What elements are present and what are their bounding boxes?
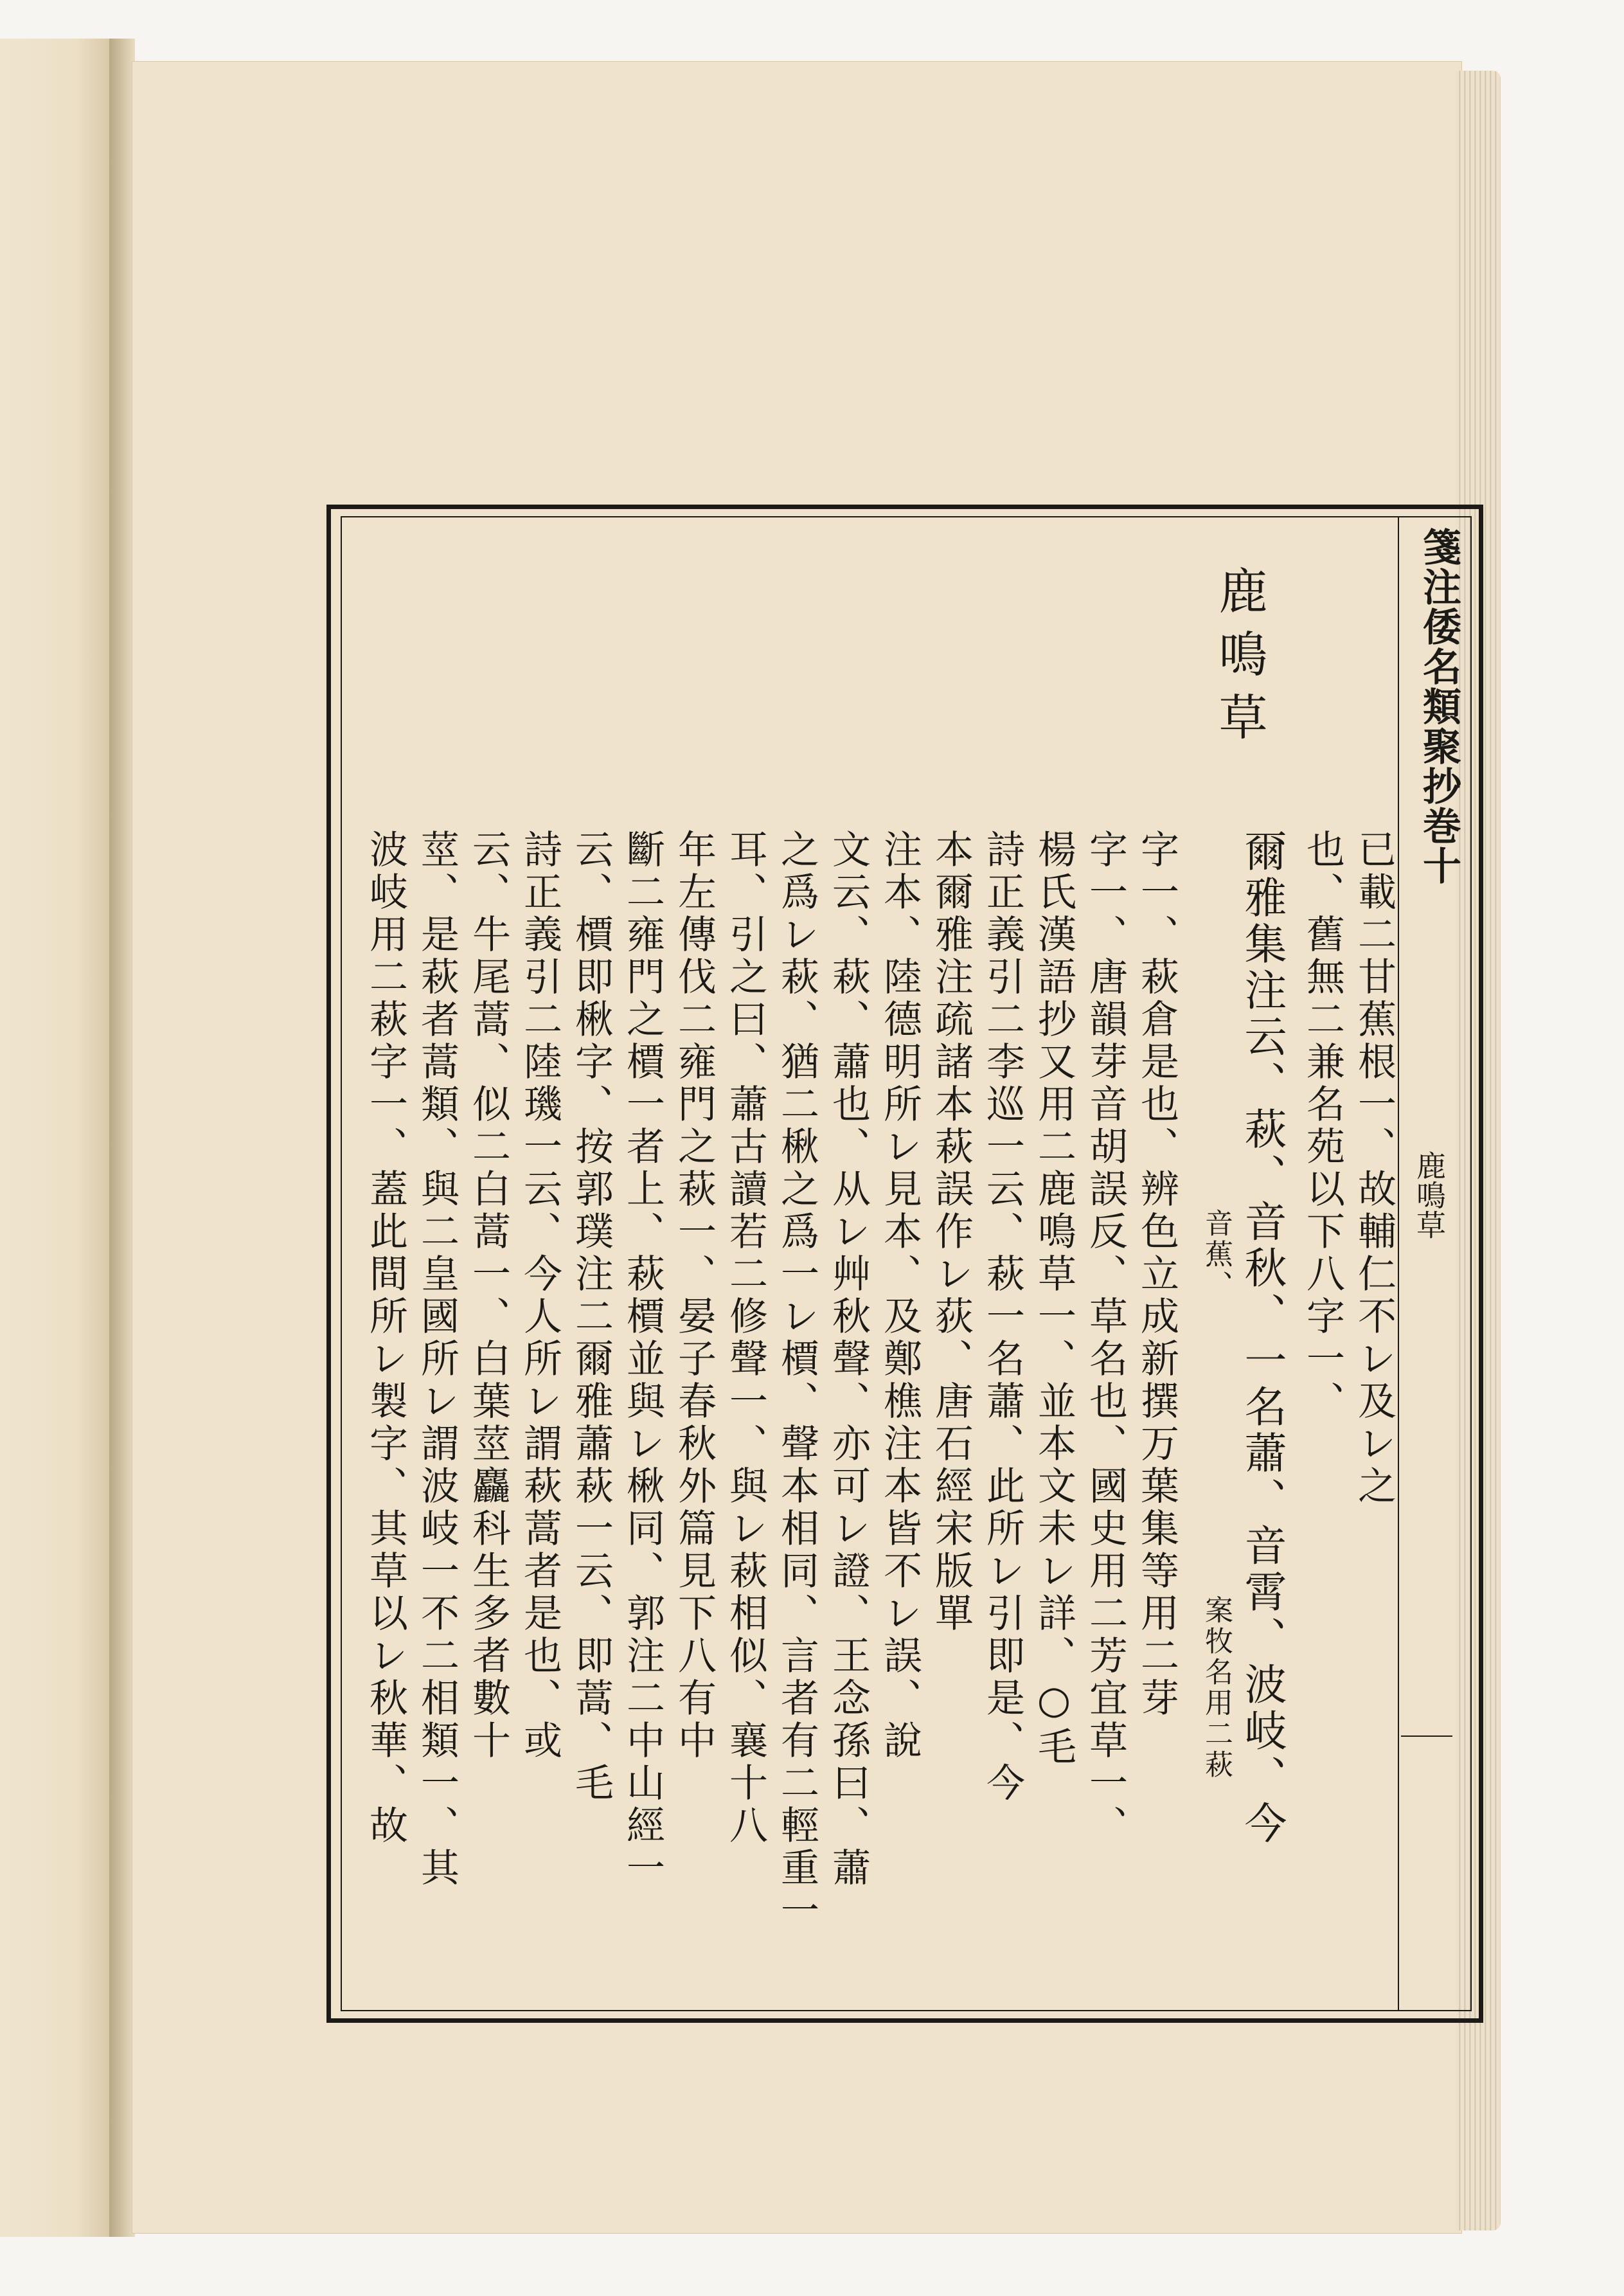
entry-title: 鹿鳴草 — [1211, 566, 1268, 755]
margin-tick-rule — [1401, 1735, 1452, 1737]
text-column: 詩正義引二李巡一云、萩一名蕭、此所レ引即是、今 — [980, 829, 1025, 1805]
margin-volume: 巻十 — [1416, 806, 1461, 886]
book-spine — [109, 39, 135, 2237]
text-column: 云、牛尾蒿、似二白蒿一、白葉莖麤科生多者數十 — [466, 829, 511, 1762]
text-column: 文云、萩、蕭也、从レ艸秋聲、亦可レ證、王念孫曰、蕭 — [826, 829, 871, 1890]
margin-section-label: 鹿鳴草 — [1412, 1151, 1447, 1239]
text-column: 詩正義引二陸璣一云、今人所レ謂萩蒿者是也、或 — [517, 829, 562, 1762]
text-column: 波岐用二萩字一、蓋此間所レ製字、其草以レ秋華、故 — [363, 829, 408, 1847]
text-column-note: 音蕉、 案牧名用二萩 — [1200, 1208, 1233, 1780]
text-column: 也、舊無二兼名苑以下八字一、 — [1300, 829, 1345, 1423]
text-column: 已載二甘蕉根一、故輔仁不レ及レ之 — [1352, 829, 1396, 1508]
text-column: 字一、萩倉是也、辨色立成新撰万葉集等用二芽 — [1134, 829, 1179, 1720]
text-column: 耳、引之曰、蕭古讀若二修聲一、與レ萩相似、襄十八 — [723, 829, 768, 1847]
left-facing-page — [0, 39, 109, 2237]
margin-title — [1416, 527, 1461, 886]
text-column: 莖、是萩者蒿類、與二皇國所レ謂波岐一不二相類一、其 — [415, 829, 460, 1890]
text-column: 云、檟即楸字、按郭璞注二爾雅蕭萩一云、即蒿、毛 — [569, 829, 614, 1805]
text-column: 本爾雅注疏諸本萩誤作レ荻、唐石經宋版單 — [929, 829, 974, 1635]
text-column: 爾雅集注云、萩、音秋、一名蕭、音霄、波岐、今 — [1237, 829, 1287, 1847]
text-column: 斷二雍門之檟一者上、萩檟並與レ楸同、郭注二中山經一 — [620, 829, 665, 1890]
margin-column-rule — [1398, 516, 1399, 2011]
text-column: 年左傳伐二雍門之萩一、晏子春秋外篇見下八有中 — [672, 829, 717, 1762]
margin-book-title: 箋注倭名類聚抄 — [1416, 527, 1461, 806]
text-column: 字一、唐韻芽音胡誤反、草名也、國史用二芳宜草一、 — [1083, 829, 1128, 1847]
text-column: 楊氏漢語抄又用二鹿鳴草一、並本文未レ詳、○毛 — [1031, 829, 1076, 1769]
text-column: 之爲レ萩、猶二楸之爲一レ檟、聲本相同、言者有二輕重一 — [774, 829, 819, 1932]
text-column: 注本、陸德明所レ見本、及鄭樵注本皆不レ誤、說 — [877, 829, 922, 1762]
